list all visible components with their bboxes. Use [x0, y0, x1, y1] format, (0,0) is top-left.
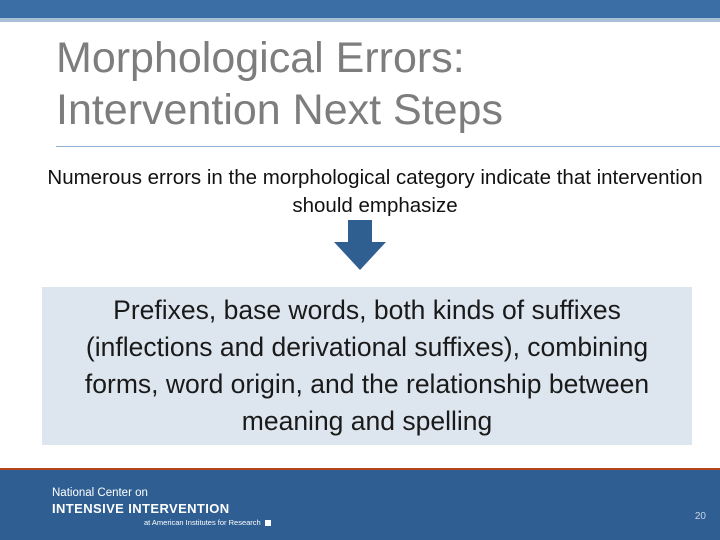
top-banner — [0, 0, 720, 18]
slide-title: Morphological Errors: Intervention Next Steps — [56, 34, 503, 134]
page-number: 20 — [694, 511, 706, 522]
down-arrow-icon — [334, 220, 386, 270]
logo-line-3 — [144, 517, 271, 528]
intro-text: Numerous errors in the morphological category indicate that intervention should emphasize — [47, 166, 703, 217]
logo-line-2: INTENSIVE INTERVENTION — [52, 501, 230, 516]
logo-square-icon — [265, 520, 271, 526]
top-banner-accent — [0, 18, 720, 22]
emphasis-text: Prefixes, base words, both kinds of suffixes (inflections and derivational suffixes), combining forms, word origin, and the relationship between meaning and spelling — [84, 295, 650, 436]
logo-line-1: National Center on — [52, 487, 148, 499]
emphasis-box — [42, 287, 692, 445]
logo-line-3-text: at American Institutes for Research — [144, 518, 261, 527]
organization-logo — [52, 486, 271, 528]
title-divider — [56, 146, 720, 147]
